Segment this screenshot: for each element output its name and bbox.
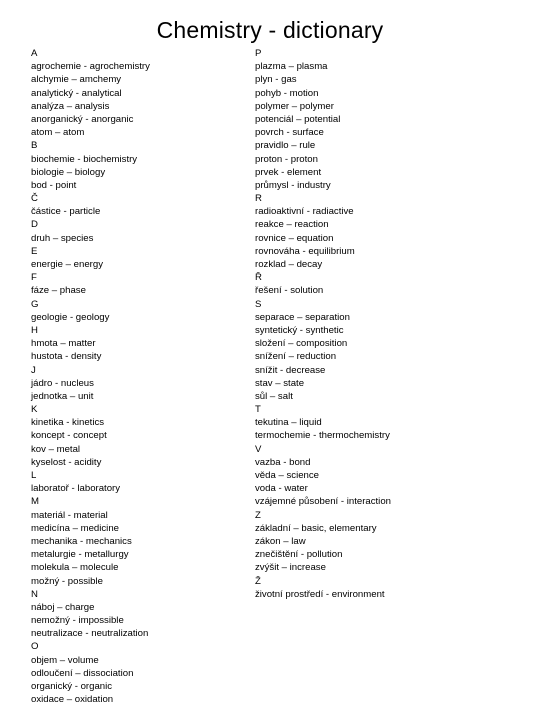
dictionary-entry: termochemie - thermochemistry bbox=[255, 430, 390, 442]
dictionary-entry: odloučení – dissociation bbox=[31, 667, 134, 679]
dictionary-entry: průmysl - industry bbox=[255, 179, 331, 191]
section-letter: E bbox=[31, 245, 38, 257]
dictionary-entry: snížit - decrease bbox=[255, 364, 326, 376]
dictionary-entry: kinetika - kinetics bbox=[31, 417, 105, 429]
section-letter: F bbox=[31, 272, 37, 284]
section-letter: P bbox=[255, 48, 262, 59]
dictionary-entry: částice - particle bbox=[31, 206, 101, 218]
dictionary-entry: nemožný - impossible bbox=[31, 615, 124, 627]
dictionary-entry: oxidace – oxidation bbox=[31, 694, 114, 706]
section-letter: A bbox=[31, 48, 38, 59]
dictionary-entry: koncept - concept bbox=[31, 430, 107, 442]
section-letter: S bbox=[255, 298, 262, 310]
dictionary-entry: základní – basic, elementary bbox=[255, 522, 377, 534]
dictionary-entry: znečištění - pollution bbox=[255, 549, 343, 561]
dictionary-entry: separace – separation bbox=[255, 311, 350, 323]
dictionary-entry: tekutina – liquid bbox=[255, 417, 322, 429]
dictionary-entry: povrch - surface bbox=[255, 127, 324, 139]
dictionary-entry: proton - proton bbox=[255, 153, 318, 165]
dictionary-entry: složení – composition bbox=[255, 338, 348, 350]
dictionary-entry: zákon – law bbox=[255, 535, 306, 547]
dictionary-entry: bod - point bbox=[31, 179, 77, 191]
section-letter: O bbox=[31, 641, 39, 653]
dictionary-entry: biochemie - biochemistry bbox=[31, 153, 138, 165]
dictionary-entry: náboj – charge bbox=[31, 601, 95, 613]
dictionary-entry: sůl – salt bbox=[255, 390, 293, 402]
section-letter: L bbox=[31, 470, 37, 481]
dictionary-entry: snížení – reduction bbox=[255, 351, 337, 363]
dictionary-entry: geologie - geology bbox=[31, 311, 110, 323]
dictionary-entry: rovnice – equation bbox=[255, 232, 334, 244]
dictionary-entry: věda – science bbox=[255, 470, 319, 481]
dictionary-entry: energie – energy bbox=[31, 259, 104, 270]
dictionary-entry: možný - possible bbox=[31, 575, 103, 587]
dictionary-entry: rozklad – decay bbox=[255, 259, 323, 270]
dictionary-entry: radioaktivní - radiactive bbox=[255, 206, 354, 218]
dictionary-entry: plyn - gas bbox=[255, 74, 297, 86]
section-letter: H bbox=[31, 324, 38, 336]
dictionary-entry: řešení - solution bbox=[255, 285, 324, 297]
dictionary-entry: alchymie – amchemy bbox=[31, 74, 122, 86]
dictionary-entry: prvek - element bbox=[255, 166, 322, 178]
section-letter: Č bbox=[31, 193, 38, 205]
section-letter: R bbox=[255, 193, 262, 205]
dictionary-entry: metalurgie - metallurgy bbox=[31, 549, 129, 561]
page-title: Chemistry - dictionary bbox=[156, 17, 384, 43]
section-letter: J bbox=[31, 364, 36, 376]
section-letter: T bbox=[255, 404, 261, 416]
dictionary-entry: materiál - material bbox=[31, 509, 108, 521]
dictionary-entry: organický - organic bbox=[31, 681, 113, 692]
dictionary-entry: plazma – plasma bbox=[255, 61, 328, 73]
section-letter: B bbox=[31, 140, 38, 152]
left-column bbox=[31, 47, 150, 706]
dictionary-entry: objem – volume bbox=[31, 654, 99, 666]
section-letter: Z bbox=[255, 509, 261, 521]
dictionary-entry: vzájemné působení - interaction bbox=[255, 496, 391, 508]
dictionary-entry: voda - water bbox=[255, 483, 308, 495]
section-letter: V bbox=[255, 443, 262, 455]
dictionary-entry: potenciál – potential bbox=[255, 113, 341, 125]
dictionary-entry: druh – species bbox=[31, 232, 94, 244]
section-letter: N bbox=[31, 588, 38, 600]
dictionary-entry: jednotka – unit bbox=[31, 390, 94, 402]
section-letter: Ž bbox=[255, 575, 261, 587]
dictionary-entry: hmota – matter bbox=[31, 338, 96, 350]
right-column bbox=[255, 47, 391, 601]
section-letter: G bbox=[31, 298, 39, 310]
dictionary-entry: atom – atom bbox=[31, 127, 85, 139]
dictionary-entry: medicína – medicine bbox=[31, 522, 119, 534]
dictionary-entry: analytický - analytical bbox=[31, 87, 122, 99]
dictionary-entry: jádro - nucleus bbox=[31, 377, 94, 389]
dictionary-entry: hustota - density bbox=[31, 351, 102, 363]
dictionary-entry: zvýšit – increase bbox=[255, 562, 326, 574]
dictionary-entry: pravidlo – rule bbox=[255, 140, 316, 152]
section-letter: Ř bbox=[255, 272, 262, 284]
dictionary-entry: molekula – molecule bbox=[31, 562, 119, 574]
section-letter: M bbox=[31, 496, 39, 508]
dictionary-entry: kyselost - acidity bbox=[31, 456, 102, 468]
dictionary-entry: pohyb - motion bbox=[255, 87, 319, 99]
dictionary-entry: neutralizace - neutralization bbox=[31, 628, 149, 640]
dictionary-entry: stav – state bbox=[255, 377, 305, 389]
dictionary-entry: mechanika - mechanics bbox=[31, 535, 132, 547]
dictionary-entry: životní prostředí - environment bbox=[255, 588, 385, 600]
dictionary-entry: rovnováha - equilibrium bbox=[255, 245, 355, 257]
section-letter: K bbox=[31, 404, 38, 416]
section-letter: D bbox=[31, 219, 38, 231]
dictionary-entry: vazba - bond bbox=[255, 456, 311, 468]
dictionary-entry: syntetický - synthetic bbox=[255, 324, 344, 336]
dictionary-entry: biologie – biology bbox=[31, 166, 106, 178]
dictionary-entry: laboratoř - laboratory bbox=[31, 483, 121, 495]
dictionary-entry: reakce – reaction bbox=[255, 219, 329, 231]
dictionary-entry: fáze – phase bbox=[31, 285, 86, 297]
dictionary-entry: anorganický - anorganic bbox=[31, 113, 134, 125]
dictionary-entry: analýza – analysis bbox=[31, 100, 110, 112]
dictionary-entry: polymer – polymer bbox=[255, 100, 334, 112]
dictionary-entry: agrochemie - agrochemistry bbox=[31, 61, 150, 73]
dictionary-entry: kov – metal bbox=[31, 443, 81, 455]
